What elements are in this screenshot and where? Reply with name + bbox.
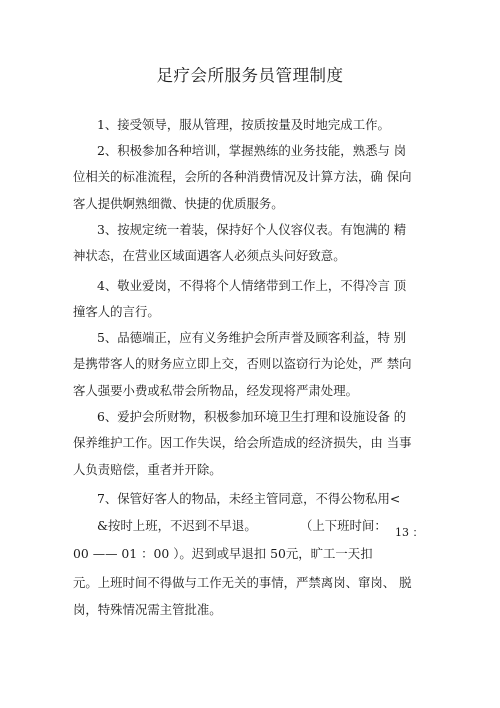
paragraph-line: 6、爱护会所财物，积极参加环境卫生打理和设施设备 的 — [97, 409, 407, 424]
paragraph-line: 撞客人的言行。 — [73, 304, 160, 320]
item8-line-d: 岗，特殊情况需主管批准。 — [73, 602, 222, 617]
paragraph-line: 客人提供婀熟细微、快捷的优质服务。 — [73, 195, 284, 211]
document-title: 足疗会所服务员管理制度 — [156, 66, 344, 85]
paragraph-4 — [73, 273, 429, 326]
paragraph-line: 是携带客人的财务应立即上交，否则以盗窃行为论处，严 禁向 — [73, 356, 412, 372]
paragraph-7 — [73, 486, 429, 512]
paragraph-line: 位相关的标准流程，会所的各种消费情况及计算方法，确 保向 — [73, 169, 412, 185]
paragraph-line: 1、接受领导，服从管理，按质按量及时地完成工作。 — [97, 117, 390, 132]
paragraph-2 — [73, 138, 429, 217]
paragraph-line: 客人强要小费或私带会所物品，经发现将严肃处理。 — [73, 382, 358, 398]
paragraph-line: 保养维护工作。因工作失误，给会所造成的经济损失，由 当事 — [73, 435, 412, 451]
paragraph-line: 4、敬业爱岗，不得将个人情绪带到工作上，不得冷言 顶 — [97, 278, 407, 293]
paragraph-line: 2、积极参加各种培训，掌握熟练的业务技能，熟悉与 岗 — [97, 143, 407, 158]
paragraph-1 — [73, 112, 429, 138]
margin-mark: 13 ： — [395, 526, 424, 539]
paragraph-5 — [73, 325, 429, 404]
paragraph-3 — [73, 217, 429, 270]
paragraph-line: 神状态，在营业区域面遇客人必须点头问好致意。 — [73, 248, 346, 264]
item8-line-a-right: （上下班时间： — [300, 518, 387, 533]
paragraph-line: 人负责赔偿，重者并开除。 — [73, 461, 222, 477]
paragraph-line: 3、按规定统一着装，保持好个人仪容仪表。有饱满的 精 — [97, 222, 407, 237]
item8-line-a-left: &按时上班，不迟到不早退。 — [97, 518, 257, 533]
item8-line-c: 元。上班时间不得做与工作无关的事情，严禁离岗、窜岗、 脱 — [73, 575, 412, 590]
paragraph-6 — [73, 404, 429, 483]
item8-line-b: 00 —— 01 ：00 ）。迟到或早退扣 50元，旷工一天扣 — [73, 546, 373, 561]
paragraph-line: 7、保管好客人的物品，未经主管同意，不得公物私用< — [97, 491, 401, 506]
paragraph-line: 5、品德端正，应有义务维护会所声誉及顾客利益，特 别 — [97, 330, 407, 345]
